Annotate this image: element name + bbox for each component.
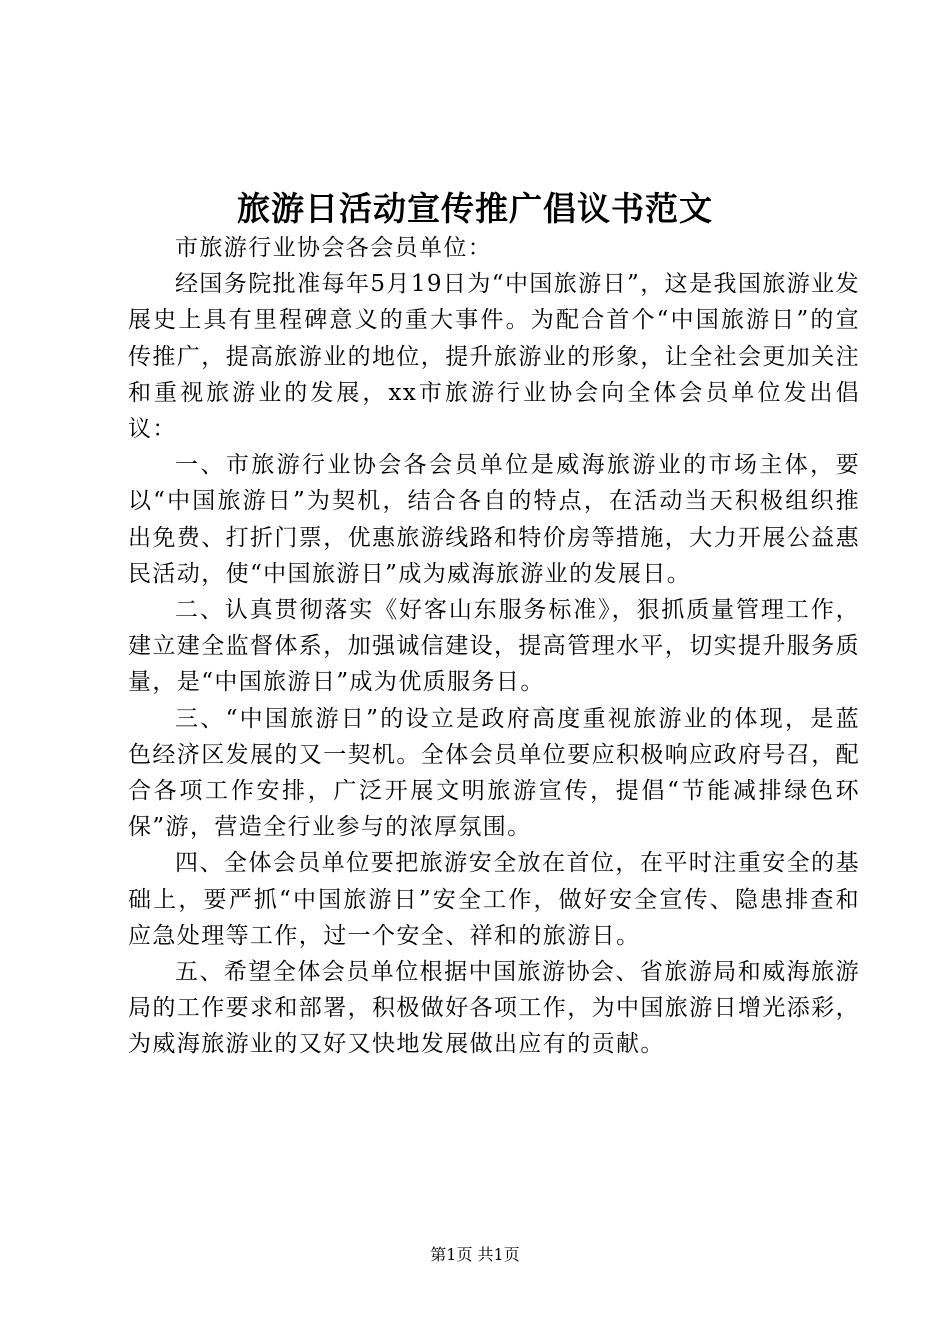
document-title: 旅游日活动宣传推广倡议书范文 <box>237 189 713 228</box>
paragraph-item-5: 五、希望全体会员单位根据中国旅游协会、省旅游局和威海旅游局的工作要求和部署，积极做好各项工作，为中国旅游日增光添彩，为威海旅游业的又好又快地发展做出应有的贡献。 <box>128 959 860 1058</box>
page-number-footer: 第1页 共1页 <box>430 1245 520 1264</box>
paragraph-intro: 经国务院批准每年5月19日为“中国旅游日”，这是我国旅游业发展史上具有里程碑意义的重大事件。为配合首个“中国旅游日”的宣传推广，提高旅游业的地位，提升旅游业的形象，让全社会更加关注和重视旅游业的发展，xx市旅游行业协会向全体会员单位发出倡议： <box>128 271 860 443</box>
document-body <box>128 230 860 1063</box>
paragraph-item-1: 一、市旅游行业协会各会员单位是威海旅游业的市场主体，要以“中国旅游日”为契机，结合各自的特点，在活动当天积极组织推出免费、打折门票，优惠旅游线路和特价房等措施，大力开展公益惠民活动，使“中国旅游日”成为威海旅游业的发展日。 <box>128 452 860 587</box>
paragraph-item-2: 二、认真贯彻落实《好客山东服务标准》，狠抓质量管理工作，建立建全监督体系，加强诚信建设，提高管理水平，切实提升服务质量，是“中国旅游日”成为优质服务日。 <box>128 597 860 696</box>
paragraph-item-3: 三、“中国旅游日”的设立是政府高度重视旅游业的体现，是蓝色经济区发展的又一契机。全体会员单位要应积极响应政府号召，配合各项工作安排，广泛开展文明旅游宣传，提倡“节能减排绿色环保”游，营造全行业参与的浓厚氛围。 <box>128 705 860 841</box>
paragraph-item-4: 四、全体会员单位要把旅游安全放在首位，在平时注重安全的基础上，要严抓“中国旅游日”安全工作，做好安全宣传、隐患排查和应急处理等工作，过一个安全、祥和的旅游日。 <box>128 850 860 949</box>
salutation: 市旅游行业协会各会员单位： <box>175 235 493 261</box>
